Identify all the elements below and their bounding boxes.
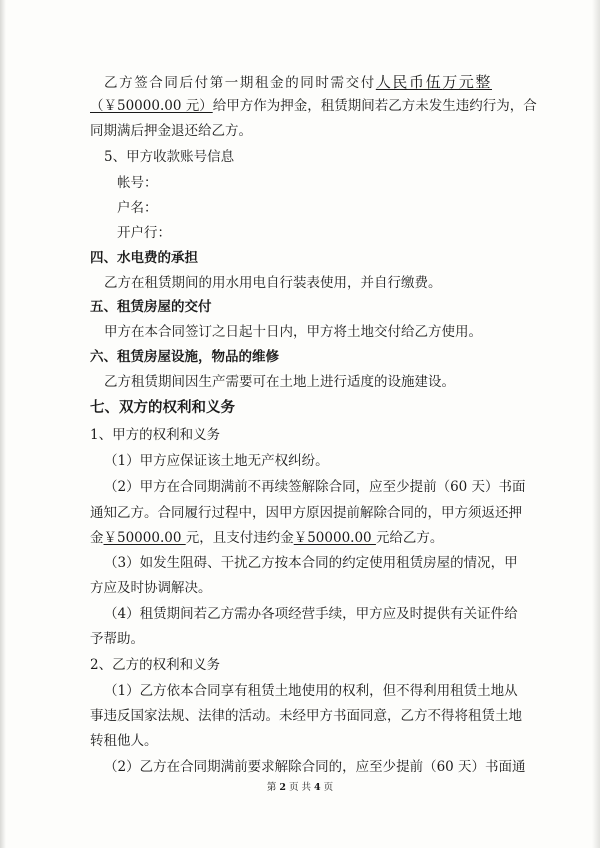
- section-heading-4: 四、水电费的承担: [90, 250, 198, 266]
- section-subheading: 5、甲方收款账号信息: [104, 149, 235, 165]
- paragraph-line: 甲方在本合同签订之日起十日内，甲方将土地交付给乙方使用。: [104, 324, 482, 340]
- section-subheading: 2、乙方的权利和义务: [90, 657, 221, 673]
- paragraph-line: 乙方签合同后付第一期租金的同时需交付人民币伍万元整: [104, 73, 493, 91]
- scan-edge: [592, 0, 600, 848]
- account-number-label: 帐号：: [117, 175, 158, 191]
- section-subheading: 1、甲方的权利和义务: [90, 427, 221, 443]
- paragraph-line: （2）乙方在合同期满前要求解除合同的，应至少提前（60 天）书面通: [104, 759, 526, 775]
- section-heading-6: 六、租赁房屋设施，物品的维修: [90, 349, 279, 365]
- paragraph-line: 同期满后押金退还给乙方。: [90, 123, 252, 139]
- account-name-label: 户名：: [117, 200, 158, 216]
- paragraph-line: （1）乙方依本合同享有租赁土地使用的权利，但不得利用租赁土地从: [104, 683, 518, 699]
- paragraph-line: （2）甲方在合同期满前不再续签解除合同，应至少提前（60 天）书面: [104, 479, 526, 495]
- bank-label: 开户行：: [117, 225, 171, 241]
- paragraph-line: 通知乙方。合同履行过程中，因甲方原因提前解除合同的，甲方须返还押: [90, 505, 522, 521]
- paragraph-line: 转租他人。: [90, 733, 158, 749]
- paragraph-line: 乙方在租赁期间的用水用电自行装表使用，并自行缴费。: [104, 275, 442, 291]
- paragraph-line: 乙方租赁期间因生产需要可在土地上进行适度的设施建设。: [104, 374, 455, 390]
- paragraph-line: （￥50000.00 元）给甲方作为押金，租赁期间若乙方未发生违约行为，合: [90, 98, 537, 114]
- scan-edge: [0, 0, 6, 848]
- paragraph-line: 事违反国家法规、法律的活动。未经甲方书面同意，乙方不得将租赁土地: [90, 708, 522, 724]
- paragraph-line: （3）如发生阻碍、干扰乙方按本合同的约定使用租赁房屋的情况，甲: [104, 555, 518, 571]
- paragraph-line: （1）甲方应保证该土地无产权纠纷。: [104, 453, 329, 469]
- page-footer: 第 2 页 共 4 页: [266, 782, 334, 793]
- section-heading-7: 七、双方的权利和义务: [90, 400, 235, 416]
- paragraph-line: 金￥50000.00 元，且支付违约金￥50000.00 元给乙方。: [90, 530, 444, 546]
- page-number: 2: [279, 782, 286, 793]
- paragraph-line: （4）租赁期间若乙方需办各项经营手续，甲方应及时提供有关证件给: [104, 606, 518, 622]
- paragraph-line: 予帮助。: [90, 631, 144, 647]
- page-total: 4: [314, 782, 321, 793]
- section-heading-5: 五、租赁房屋的交付: [90, 299, 212, 315]
- paragraph-line: 方应及时协调解决。: [90, 580, 212, 596]
